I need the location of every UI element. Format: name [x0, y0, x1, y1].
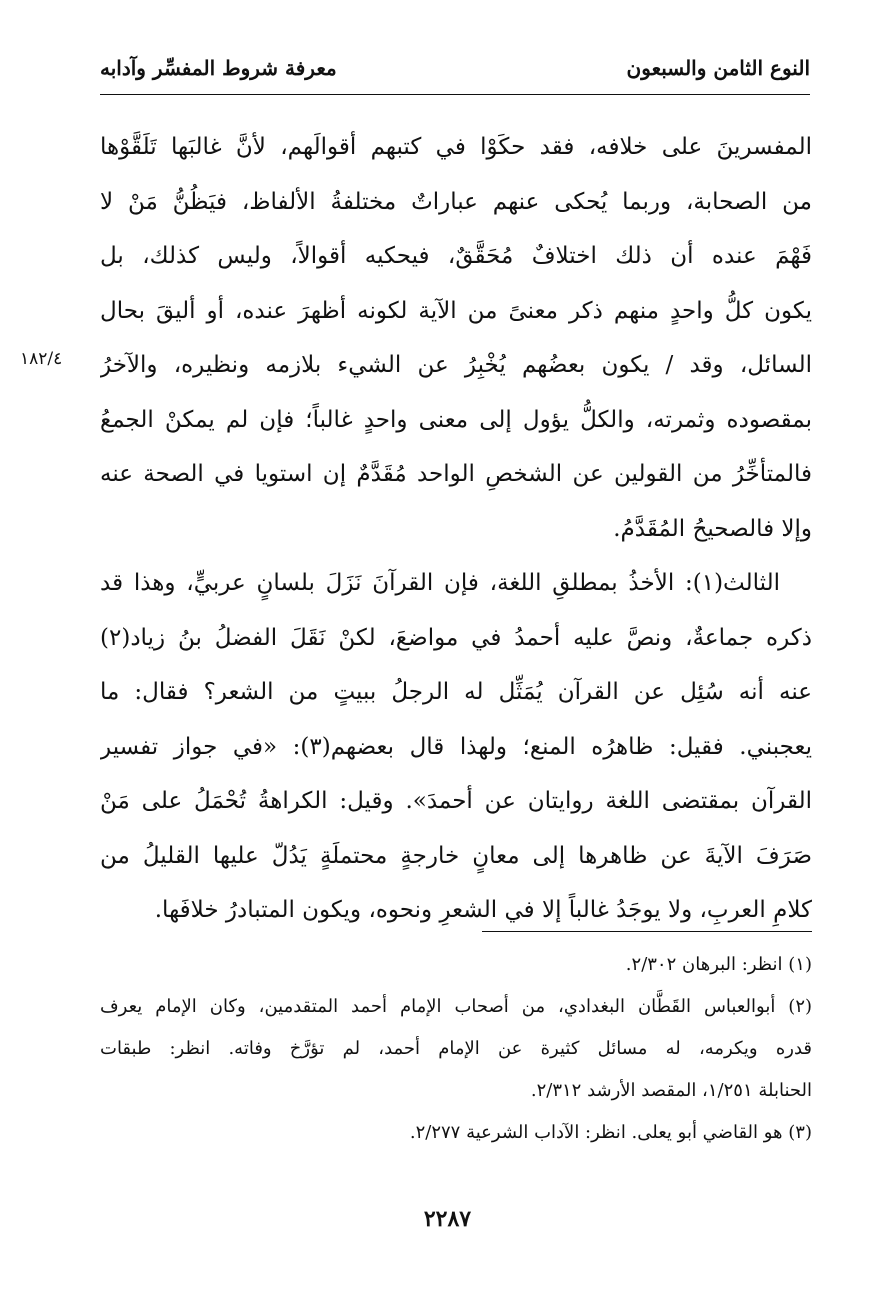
text-line: السائل، وقد / يكون بعضُهم يُخْبِرُ عن الشيء بلازمه ونظيره، والآخرُ: [100, 352, 812, 378]
text-line: وإلا فالصحيحُ المُقَدَّمُ.: [613, 515, 812, 542]
header-chapter-title: النوع الثامن والسبعون: [626, 56, 810, 80]
footnote-2: (٢) أبوالعباس القَطَّان البغدادي، من أصحاب الإمام أحمد المتقدمين، وكان الإمام يعرف: [100, 996, 812, 1017]
text-line: ذكره جماعةٌ، ونصَّ عليه أحمدُ في مواضعَ، لكنْ نَقَلَ الفضلُ بنُ زياد(٢): [100, 624, 812, 651]
text-line: المفسرينَ على خلافه، فقد حكَوْا في كتبهم أقوالَهم، لأنَّ غالبَها تَلَقَّوْها: [100, 134, 812, 160]
text-line: فَهْمَ عنده أن ذلك اختلافٌ مُحَقَّقٌ، فيحكيه أقوالاً، وليس كذلك، بل: [100, 243, 812, 269]
text-line: القرآن بمقتضى اللغة روايتان عن أحمدَ». وقيل: الكراهةُ تُحْمَلُ على مَنْ: [100, 788, 812, 814]
text-line: من الصحابة، وربما يُحكى عنهم عباراتٌ مختلفةُ الألفاظ، فيَظُنُّ مَنْ لا: [100, 188, 812, 215]
text-line: صَرَفَ الآيةَ عن ظاهرها إلى معانٍ خارجةٍ محتملَةٍ يَدُلّ عليها القليلُ من: [100, 842, 812, 869]
footnote-2-cont: قدره ويكرمه، له مسائل كثيرة عن الإمام أحمد، لم تؤرَّخ وفاته. انظر: طبقات: [100, 1038, 812, 1059]
text-line: عنه أنه سُئِل عن القرآن يُمَثِّل له الرجلُ ببيتٍ من الشعر؟ فقال: ما: [100, 679, 812, 705]
footnote-3: (٣) هو القاضي أبو يعلى. انظر: الآداب الشرعية ٢/٢٧٧.: [409, 1122, 812, 1143]
text-line: بمقصوده وثمرته، والكلُّ يؤول إلى معنى واحدٍ غالباً؛ فإن لم يمكنْ الجمعُ: [100, 406, 812, 433]
text-line: الثالث(١): الأخذُ بمطلقِ اللغة، فإن القرآنَ نَزَلَ بلسانٍ عربيٍّ، وهذا قد: [100, 570, 780, 596]
text-line: يعجبني. فقيل: ظاهرُه المنع؛ ولهذا قال بعضهم(٣): «في جواز تفسير: [100, 733, 812, 760]
footnote-2-cont: الحنابلة ١/٢٥١، المقصد الأرشد ٢/٣١٢.: [530, 1080, 812, 1101]
text-line: فالمتأخِّرُ من القولين عن الشخصِ الواحد مُقَدَّمٌ إن استويا في الصحة عنه: [100, 461, 812, 487]
header-section-title: معرفة شروط المفسِّر وآدابه: [100, 56, 337, 80]
margin-volume-page-ref: ١٨٢/٤: [20, 349, 63, 369]
main-text: [100, 120, 812, 938]
running-header: [100, 50, 810, 95]
page-number: ٢٢٨٧: [423, 1206, 472, 1232]
footnotes: [100, 944, 812, 1154]
text-line: كلامِ العربِ، ولا يوجَدُ غالباً إلا في الشعرِ ونحوه، ويكون المتبادرُ خلافَها.: [154, 897, 812, 923]
footnote-divider: [482, 931, 812, 932]
text-line: يكون كلُّ واحدٍ منهم ذكر معنىً من الآية لكونه أظهرَ عنده، أو أليقَ بحال: [100, 297, 812, 324]
footnote-1: (١) انظر: البرهان ٢/٣٠٢.: [625, 954, 812, 975]
